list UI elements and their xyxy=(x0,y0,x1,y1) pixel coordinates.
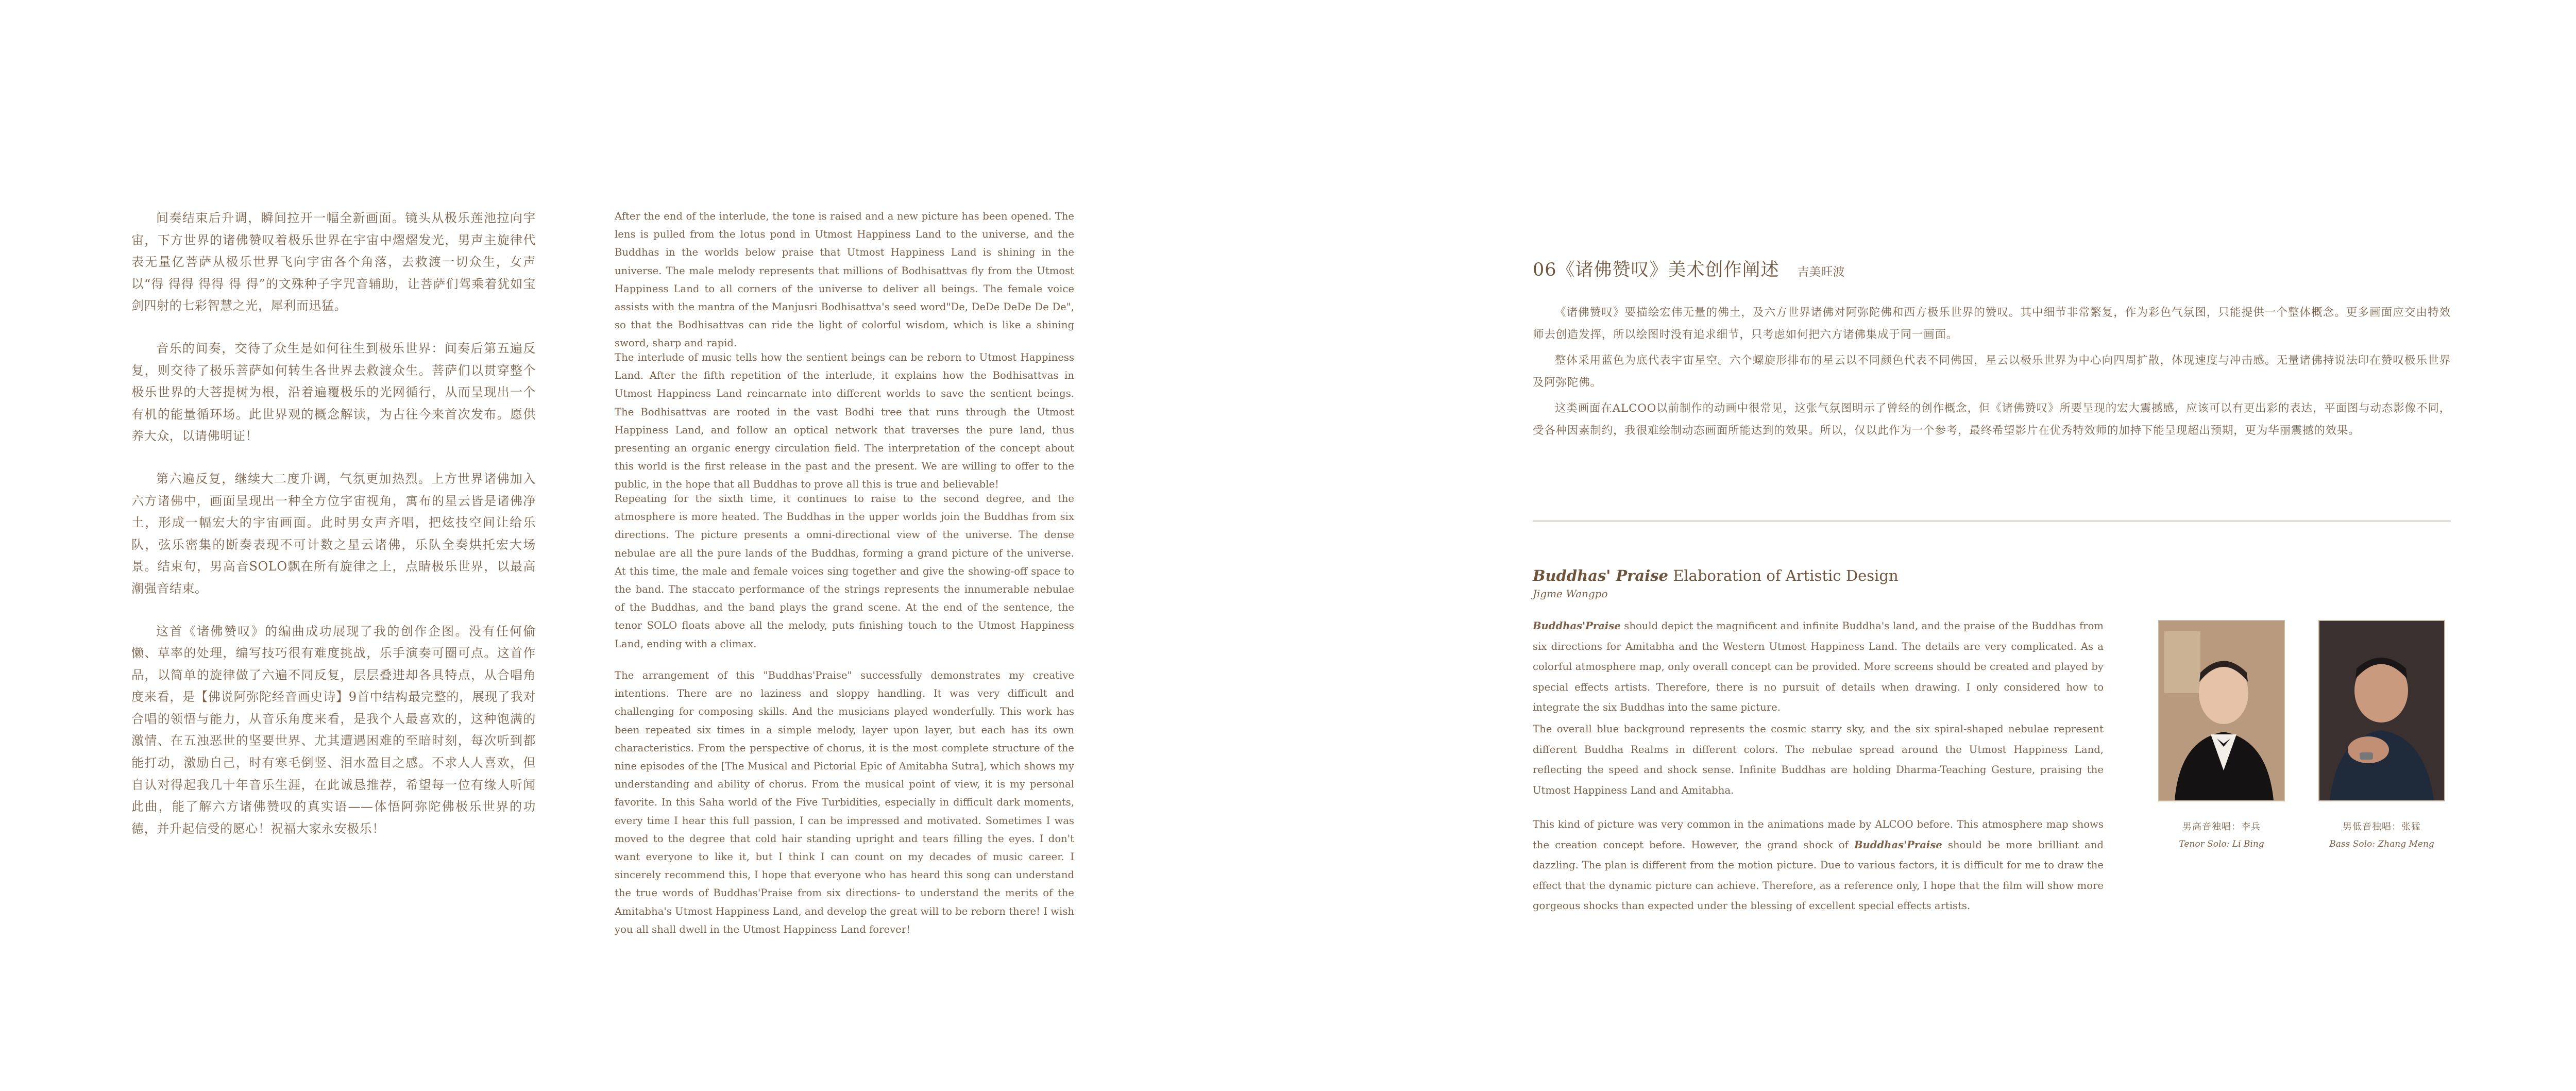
paragraph: 间奏结束后升调，瞬间拉开一幅全新画面。镜头从极乐莲池拉向宇宙，下方世界的诸佛赞叹着极乐世界在宇宙中熠熠发光，男声主旋律代表无量亿菩萨从极乐世界飞向宇宙各个角落，去救渡一切众生，女声以“得 得得 得得 得 得”的文殊种子字咒音辅助，让菩萨们驾乘着犹如宝剑四射的七彩智慧之光，犀利而迅猛。 xyxy=(131,211,536,313)
art-design-section-chinese xyxy=(1533,256,2451,442)
title-rest: Elaboration of Artistic Design xyxy=(1668,567,1899,584)
chinese-text-column xyxy=(131,207,536,860)
section-header xyxy=(1533,256,2451,281)
tenor-caption xyxy=(2158,819,2285,849)
paragraph: Buddhas'Praise should depict the magnificent and infinite Buddha's land, and the praise of the Buddhas from six directions for Amitabha and the Western Utmost Happiness Land. The details are very complicated. As a colorful atmosphere map, only overall concept can be provided. More screens should be created and played by special effects artists. Therefore, there is no pursuit of details when drawing. I only considered how to integrate the six Buddhas into the same picture. xyxy=(1533,620,2104,713)
bass-caption xyxy=(2318,819,2445,849)
english-section-title xyxy=(1533,567,2151,584)
paragraph: Repeating for the sixth time, it continues to raise to the second degree, and the atmosphere is more heated. The Buddhas in the upper worlds join the Buddhas from six directions. The picture presents a omni-directional view of the universe. The dense nebulae are all the pure lands of the Buddhas, forming a grand picture of the universe. At this time, the male and female voices sing together and give the showing-off space to the band. The staccato performance of the strings represents the innumerable nebulae of the Buddhas, and the band plays the grand scene. At the end of the sentence, the tenor SOLO floats above all the melody, puts finishing touch to the Utmost Happiness Land, ending with a climax. xyxy=(615,493,1074,650)
paragraph: The arrangement of this "Buddhas'Praise" successfully demonstrates my creative intentions. There are no laziness and sloppy handling. It was very difficult and challenging for composing skills. And the musicians played wonderfully. This work has been repeated six times in a simple melody, layer upon layer, but each has its own characteristics. From the perspective of chorus, it is the most complete structure of the nine episodes of the [The Musical and Pictorial Epic of Amitabha Sutra], which shows my understanding and ability of chorus. From the musical point of view, it is my personal favorite. In this Saha world of the Five Turbidities, especially in difficult dark moments, every time I hear this full passion, I can be impressed and motivated. Sometimes I was moved to the degree that cold hair standing upright and tears filling the eyes. I don't want everyone to like it, but I think I can count on my decades of music career. I sincerely recommend this, I hope that everyone who has heard this song can understand the true words of Buddhas'Praise from six directions- to understand the merits of the Amitabha's Utmost Happiness Land, and develop the great will to be reborn there! I wish you all shall dwell in the Utmost Happiness Land forever! xyxy=(615,669,1074,935)
art-design-section-english-header xyxy=(1533,567,2151,600)
caption-english: Tenor Solo: Li Bing xyxy=(2179,839,2264,849)
english-text-column xyxy=(615,207,1074,952)
art-design-section-english-body xyxy=(1533,616,2104,932)
caption-english: Bass Solo: Zhang Meng xyxy=(2329,839,2434,849)
title-emphasis: Buddhas' Praise xyxy=(1533,567,1668,584)
paragraph: 这类画面在ALCOO以前制作的动画中很常见，这张气氛图明示了曾经的创作概念，但《诸佛赞叹》所要呈现的宏大震撼感，应该可以有更出彩的表达，平面图与动态影像不同，受各种因素制约，我很难绘制动态画面所能达到的效果。所以，仅以此作为一个参考，最终希望影片在优秀特效师的加持下能呈现超出预期，更为华丽震撼的效果。 xyxy=(1533,402,2451,437)
paragraph: 整体采用蓝色为底代表宇宙星空。六个螺旋形排布的星云以不同颜色代表不同佛国，星云以极乐世界为中心向四周扩散，体现速度与冲击感。无量诸佛持说法印在赞叹极乐世界及阿弥陀佛。 xyxy=(1533,354,2451,389)
inline-title: Buddhas'Praise xyxy=(1854,838,1942,851)
paragraph: 音乐的间奏，交待了众生是如何往生到极乐世界：间奏后第五遍反复，则交待了极乐菩萨如何转生各世界去救渡众生。菩萨们以贯穿整个极乐世界的大菩提树为根，沿着遍覆极乐的光网循行，从而呈现出一个有机的能量循环场。此世界观的概念解读，为古往今来首次发布。愿供养大众，以请佛明证！ xyxy=(131,341,536,444)
section-title: 06《诸佛赞叹》美术创作阐述 xyxy=(1533,260,1780,280)
paragraph: The overall blue background represents the cosmic starry sky, and the six spiral-shaped nebulae represent different Buddha Realms in different colors. The nebulae spread around the Utmost Happiness Land, reflecting the speed and shock sense. Infinite Buddhas are holding Dharma-Teaching Gesture, praising the Utmost Happiness Land and Amitabha. xyxy=(1533,723,2104,796)
portrait-silhouette xyxy=(2319,621,2444,800)
caption-chinese: 男高音独唱：李兵 xyxy=(2182,821,2261,832)
section-body xyxy=(1533,302,2451,442)
paragraph: 第六遍反复，继续大二度升调，气氛更加热烈。上方世界诸佛加入六方诸佛中，画面呈现出一种全方位宇宙视角，寓布的星云皆是诸佛净土，形成一幅宏大的宇宙画面。此时男女声齐唱，把炫技空间让给乐队，弦乐密集的断奏表现不可计数之星云诸佛，乐队全奏烘托宏大场景。结束句，男高音SOLO飘在所有旋律之上，点睛极乐世界，以最高潮强音结束。 xyxy=(131,471,536,596)
caption-chinese: 男低音独唱：张猛 xyxy=(2343,821,2421,832)
section-author: 吉美旺波 xyxy=(1797,265,1845,279)
paragraph: 这首《诸佛赞叹》的编曲成功展现了我的创作企图。没有任何偷懒、草率的处理，编写技巧很有难度挑战，乐手演奏可圈可点。这首作品，以简单的旋律做了六遍不同反复，层层叠进却各具特点，从合唱角度来看，是【佛说阿弥陀经音画史诗】9首中结构最完整的，展现了我对合唱的领悟与能力，从音乐角度来看，是我个人最喜欢的，这种饱满的激情、在五浊恶世的坚要世界、尤其遭遇困难的至暗时刻，每次听到都能打动，激励自己，时有寒毛倒竖、泪水盈目之感。不求人人喜欢，但自认对得起我几十年音乐生涯，在此诚恳推荐，希望每一位有缘人听闻此曲，能了解六方诸佛赞叹的真实语——体悟阿弥陀佛极乐世界的功德，并升起信受的愿心！祝福大家永安极乐！ xyxy=(131,624,536,836)
paragraph: The interlude of music tells how the sentient beings can be reborn to Utmost Happiness Land. After the fifth repetition of the interlude, it explains how the Bodhisattvas in Utmost Happiness Land reincarnate into different worlds to save the sentient beings. The Bodhisattvas are rooted in the vast Bodhi tree that runs through the Utmost Happiness Land, and follow an optical network that traverses the pure land, thus presenting an organic energy circulation field. The interpretation of the concept about this world is the first release in the past and the present. We are willing to offer to the public, in the hope that all Buddhas to prove all this is true and believable! xyxy=(615,351,1074,491)
paragraph: After the end of the interlude, the tone is raised and a new picture has been opened. The lens is pulled from the lotus pond in Utmost Happiness Land to the universe, and the Buddhas in the worlds below praise that Utmost Happiness Land is shining in the universe. The male melody represents that millions of Bodhisattvas fly from the Utmost Happiness Land to all corners of the universe to deliver all beings. The female voice assists with the mantra of the Manjusri Bodhisattva's seed word"De, DeDe DeDe De De", so that the Bodhisattvas can ride the light of colorful wisdom, which is like a shining sword, sharp and rapid. xyxy=(615,210,1074,349)
portrait-silhouette xyxy=(2159,621,2284,800)
bass-portrait xyxy=(2318,620,2445,801)
english-section-author: Jigme Wangpo xyxy=(1533,588,1608,600)
section-divider xyxy=(1533,521,2451,522)
inline-title: Buddhas'Praise xyxy=(1533,620,1621,632)
paragraph: 《诸佛赞叹》要描绘宏伟无量的佛土，及六方世界诸佛对阿弥陀佛和西方极乐世界的赞叹。其中细节非常繁复，作为彩色气氛图，只能提供一个整体概念。更多画面应交由特效师去创造发挥，所以绘图时没有追求细节，只考虑如何把六方诸佛集成于同一画面。 xyxy=(1533,306,2451,341)
tenor-portrait xyxy=(2158,620,2285,801)
paragraph: This kind of picture was very common in the animations made by ALCOO before. This atmosphere map shows the creation concept before. However, the grand shock of Buddhas'Praise should be more brilliant and dazzling. The plan is different from the motion picture. Due to various factors, it is difficult for me to draw the effect that the dynamic picture can achieve. Therefore, as a reference only, I hope that the film will show more gorgeous shocks than expected under the blessing of excellent special effects artists. xyxy=(1533,818,2104,912)
